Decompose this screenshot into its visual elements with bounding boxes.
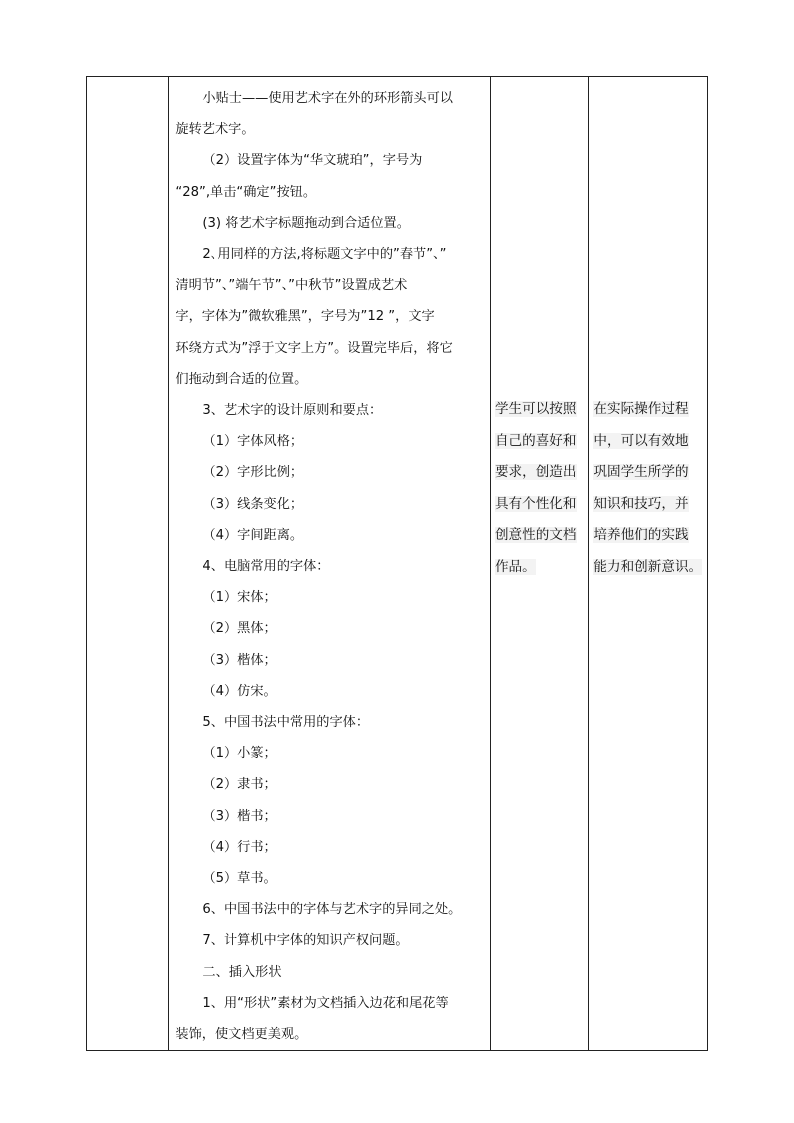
student-activity-line-text: 具有个性化和 (494, 495, 577, 512)
table-row (87, 77, 708, 1051)
content-line: （1）宋体； (202, 590, 277, 606)
content-line: “28”,单击“确定”按钮。 (175, 184, 317, 200)
student-activity-line (495, 426, 588, 458)
lesson-plan-table (86, 76, 708, 1051)
student-activity-line-text: 创意性的文档 (494, 527, 577, 543)
content-line: 6、中国书法中的字体与艺术字的异同之处。 (202, 902, 462, 918)
design-intent-cell (589, 77, 708, 1051)
design-intent-line-text: 巩固学生所学的 (593, 464, 689, 480)
design-intent-line-text: 知识和技巧，并 (593, 495, 689, 512)
content-line: 小贴士——使用艺术字在外的环形箭头可以 (202, 91, 453, 106)
content-line: （4）行书； (202, 839, 277, 855)
label-cell (87, 77, 169, 1051)
content-line: 5、中国书法中常用的字体： (202, 715, 370, 731)
content-line: （3）线条变化； (202, 496, 304, 512)
design-intent-line-text: 培养他们的实践 (593, 527, 689, 543)
student-activity-line-text: 要求，创造出 (494, 464, 577, 480)
content-line: （2）设置字体为“华文琥珀”，字号为 (202, 153, 423, 169)
student-activity-line (495, 552, 588, 584)
teaching-content-text (169, 77, 490, 1050)
content-line: (3) 将艺术字标题拖动到合适位置。 (202, 215, 410, 231)
teaching-content-cell (169, 77, 491, 1051)
student-activity-line-text: 作品。 (494, 558, 536, 575)
content-line: 字，字体为”微软雅黑”，字号为”12 ”，文字 (175, 309, 435, 325)
design-intent-line (593, 552, 707, 584)
content-line: （4）仿宋。 (202, 683, 277, 699)
content-line: （4）字间距离。 (202, 527, 304, 543)
student-activity-line (495, 520, 588, 552)
content-line: （3）楷书； (202, 808, 277, 824)
design-intent-line (593, 489, 707, 521)
content-line: 二、插入形状 (202, 964, 282, 980)
content-line: （3）楷体； (202, 652, 277, 668)
student-activity-line (495, 394, 588, 426)
student-activity-cell (490, 77, 588, 1051)
design-intent-text (589, 77, 707, 583)
student-activity-text (491, 77, 588, 583)
content-line: （5）草书。 (202, 871, 277, 887)
content-line: 环绕方式为”浮于文字上方”。设置完毕后，将它 (175, 340, 453, 356)
content-line: 们拖动到合适的位置。 (175, 371, 308, 387)
content-line: （2）隶书； (202, 777, 277, 793)
content-line: （2）字形比例； (202, 465, 304, 481)
design-intent-line (593, 426, 707, 458)
design-intent-line (593, 394, 707, 426)
student-activity-line (495, 489, 588, 521)
content-line: 清明节”、”端午节”、”中秋节”设置成艺术 (175, 278, 408, 294)
content-line: （2）黑体； (202, 621, 277, 637)
content-line: （1）小篆； (202, 746, 277, 762)
content-line: 3、艺术字的设计原则和要点： (202, 403, 383, 419)
student-activity-line-text: 自己的喜好和 (494, 432, 577, 449)
design-intent-line-text: 中，可以有效地 (593, 432, 689, 449)
content-line: 4、电脑常用的字体： (202, 559, 330, 575)
content-line: （1）字体风格； (202, 434, 304, 450)
content-line: 1、用“形状”素材为文档插入边花和尾花等 (202, 995, 449, 1011)
design-intent-line (593, 520, 707, 552)
content-line: 7、计算机中字体的知识产权问题。 (202, 933, 409, 949)
student-activity-line (495, 457, 588, 489)
content-line: 2､用同样的方法,将标题文字中的”春节”、” (202, 247, 447, 263)
design-intent-line-text: 能力和创新意识。 (593, 558, 703, 575)
content-line: 装饰，使文档更美观。 (175, 1027, 308, 1043)
design-intent-line-text: 在实际操作过程 (593, 401, 689, 417)
content-line: 旋转艺术字。 (175, 122, 255, 138)
design-intent-line (593, 457, 707, 489)
student-activity-line-text: 学生可以按照 (494, 401, 577, 417)
